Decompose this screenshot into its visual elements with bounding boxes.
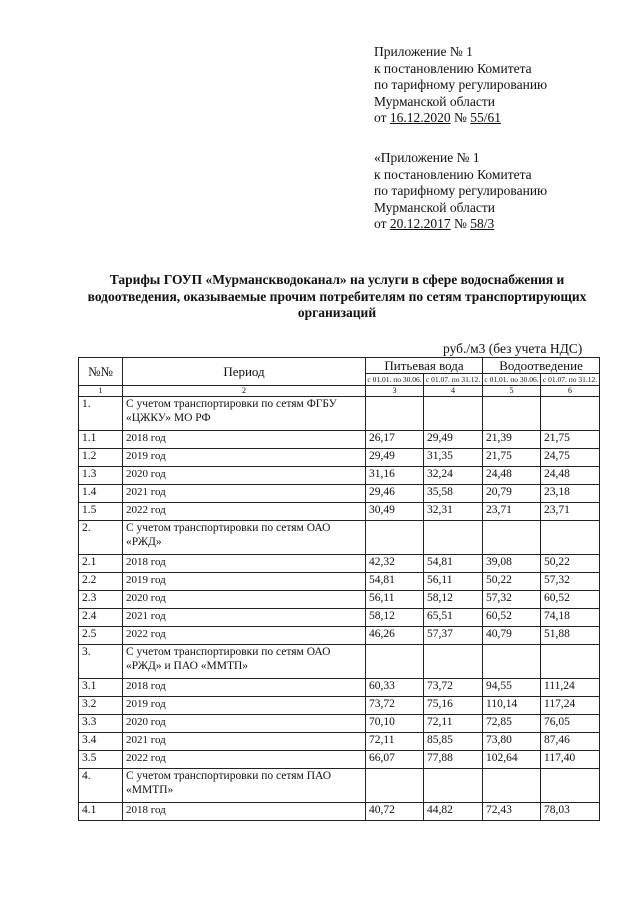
appendix-line: по тарифному регулированию: [374, 77, 548, 92]
tariff-value: 111,24: [541, 679, 600, 697]
row-number: 2.4: [79, 609, 123, 627]
tariff-value: 31,35: [424, 449, 483, 467]
tariff-value: 50,22: [483, 573, 541, 591]
tariff-value: 21,75: [483, 449, 541, 467]
table-row: [79, 503, 600, 521]
number-prefix: №: [450, 216, 471, 231]
appendix-date-line: [374, 110, 547, 127]
row-period: 2018 год: [123, 555, 366, 573]
tariff-value: 117,24: [541, 697, 600, 715]
tariff-value: 65,51: [424, 609, 483, 627]
header-sewerage: Водоотведение: [483, 358, 600, 374]
table-row: [79, 609, 600, 627]
tariff-value: 32,31: [424, 503, 483, 521]
tariff-value: 29,49: [366, 449, 424, 467]
tariff-value: 44,82: [424, 803, 483, 821]
tariff-value: 21,75: [541, 431, 600, 449]
table-row: [79, 591, 600, 609]
row-period: 2021 год: [123, 485, 366, 503]
section-number: 2.: [79, 521, 123, 555]
appendix-line: по тарифному регулированию: [374, 183, 548, 198]
date-prefix: от: [374, 110, 390, 125]
tariff-value: 23,71: [483, 503, 541, 521]
row-number: 3.1: [79, 679, 123, 697]
tariff-value: 39,08: [483, 555, 541, 573]
tariff-value: 60,52: [541, 591, 600, 609]
appendix-line: к постановлению Комитета: [374, 60, 532, 76]
appendix-line: Мурманской области: [374, 199, 495, 215]
section-number: 3.: [79, 645, 123, 679]
empty-cell: [541, 397, 600, 431]
tariff-value: 31,16: [366, 467, 424, 485]
column-number: 4: [424, 386, 483, 397]
row-number: 1.4: [79, 485, 123, 503]
tariff-value: 78,03: [541, 803, 600, 821]
empty-cell: [483, 521, 541, 555]
tariff-value: 42,32: [366, 555, 424, 573]
tariff-value: 73,80: [483, 733, 541, 751]
tariff-value: 54,81: [424, 555, 483, 573]
empty-cell: [366, 645, 424, 679]
tariff-value: 57,37: [424, 627, 483, 645]
empty-cell: [541, 769, 600, 803]
table-row: [79, 733, 600, 751]
section-title: С учетом транспортировки по сетям ФГБУ «ЦЖКУ» МО РФ: [123, 397, 366, 431]
row-number: 1.1: [79, 431, 123, 449]
column-number: 6: [541, 386, 600, 397]
tariff-value: 72,11: [424, 715, 483, 733]
section-row: [79, 521, 600, 555]
empty-cell: [541, 645, 600, 679]
tariff-value: 102,64: [483, 751, 541, 769]
appendix-date-line: [374, 216, 547, 233]
header-subperiod: с 01.07. по 31.12.: [424, 374, 483, 386]
appendix-reference-current: [374, 44, 547, 127]
empty-cell: [541, 521, 600, 555]
row-number: 2.3: [79, 591, 123, 609]
empty-cell: [366, 521, 424, 555]
header-num: №№: [79, 358, 123, 386]
section-number: 1.: [79, 397, 123, 431]
decree-date: 20.12.2017: [389, 216, 451, 231]
tariff-value: 29,49: [424, 431, 483, 449]
row-number: 3.4: [79, 733, 123, 751]
tariff-value: 72,85: [483, 715, 541, 733]
tariff-value: 77,88: [424, 751, 483, 769]
tariff-value: 20,79: [483, 485, 541, 503]
tariff-value: 40,72: [366, 803, 424, 821]
empty-cell: [424, 645, 483, 679]
empty-cell: [366, 397, 424, 431]
table-row: [79, 803, 600, 821]
tariff-value: 58,12: [424, 591, 483, 609]
tariff-value: 30,49: [366, 503, 424, 521]
tariffs-table-body: [79, 358, 600, 821]
empty-cell: [424, 769, 483, 803]
row-period: 2022 год: [123, 751, 366, 769]
tariff-value: 56,11: [424, 573, 483, 591]
tariff-value: 46,26: [366, 627, 424, 645]
tariff-value: 73,72: [424, 679, 483, 697]
row-number: 1.3: [79, 467, 123, 485]
section-title: С учетом транспортировки по сетям ОАО «РЖД»: [123, 521, 366, 555]
tariff-value: 29,46: [366, 485, 424, 503]
table-row: [79, 467, 600, 485]
tariff-value: 60,52: [483, 609, 541, 627]
section-number: 4.: [79, 769, 123, 803]
table-row: [79, 751, 600, 769]
number-prefix: №: [450, 110, 471, 125]
table-row: [79, 679, 600, 697]
section-row: [79, 645, 600, 679]
table-row: [79, 449, 600, 467]
header-drinking-water: Питьевая вода: [366, 358, 483, 374]
tariff-value: 94,55: [483, 679, 541, 697]
tariff-value: 74,18: [541, 609, 600, 627]
tariff-value: 73,72: [366, 697, 424, 715]
tariff-value: 51,88: [541, 627, 600, 645]
row-period: 2022 год: [123, 503, 366, 521]
row-number: 4.1: [79, 803, 123, 821]
tariff-value: 72,43: [483, 803, 541, 821]
row-period: 2018 год: [123, 679, 366, 697]
decree-number: 58/3: [470, 216, 495, 231]
appendix-line: к постановлению Комитета: [374, 166, 532, 182]
header-subperiod: с 01.07. по 31.12.: [541, 374, 600, 386]
row-number: 3.5: [79, 751, 123, 769]
tariff-value: 66,07: [366, 751, 424, 769]
row-period: 2020 год: [123, 715, 366, 733]
row-period: 2020 год: [123, 467, 366, 485]
row-period: 2021 год: [123, 733, 366, 751]
tariff-value: 21,39: [483, 431, 541, 449]
header-row-groups: [79, 358, 600, 374]
row-number: 2.5: [79, 627, 123, 645]
empty-cell: [483, 769, 541, 803]
date-prefix: от: [374, 216, 390, 231]
column-number: 3: [366, 386, 424, 397]
row-period: 2022 год: [123, 627, 366, 645]
tariff-value: 117,40: [541, 751, 600, 769]
tariff-value: 56,11: [366, 591, 424, 609]
appendix-line: Приложение № 1: [374, 44, 473, 59]
tariff-value: 76,05: [541, 715, 600, 733]
table-row: [79, 627, 600, 645]
row-number: 2.1: [79, 555, 123, 573]
row-number: 3.2: [79, 697, 123, 715]
row-period: 2018 год: [123, 803, 366, 821]
empty-cell: [366, 769, 424, 803]
table-row: [79, 697, 600, 715]
table-row: [79, 573, 600, 591]
empty-cell: [424, 397, 483, 431]
header-subperiod: с 01.01. по 30.06.: [367, 375, 422, 384]
decree-number: 55/61: [470, 110, 502, 125]
section-title: С учетом транспортировки по сетям ОАО «РЖД» и ПАО «ММТП»: [123, 645, 366, 679]
row-number: 3.3: [79, 715, 123, 733]
column-number: 5: [483, 386, 541, 397]
section-title: С учетом транспортировки по сетям ПАО «ММТП»: [123, 769, 366, 803]
row-number: 1.2: [79, 449, 123, 467]
tariff-value: 24,75: [541, 449, 600, 467]
tariff-value: 54,81: [366, 573, 424, 591]
table-row: [79, 485, 600, 503]
tariff-value: 23,71: [541, 503, 600, 521]
column-number: 1: [79, 386, 123, 397]
header-subperiod: с 01.01. по 30.06.: [484, 375, 539, 384]
row-period: 2019 год: [123, 697, 366, 715]
appendix-line: Мурманской области: [374, 93, 495, 109]
empty-cell: [424, 521, 483, 555]
tariff-value: 72,11: [366, 733, 424, 751]
tariff-value: 24,48: [541, 467, 600, 485]
tariffs-table: [78, 357, 600, 821]
row-period: 2019 год: [123, 573, 366, 591]
row-period: 2019 год: [123, 449, 366, 467]
tariff-value: 32,24: [424, 467, 483, 485]
section-row: [79, 397, 600, 431]
empty-cell: [483, 397, 541, 431]
tariff-value: 26,17: [366, 431, 424, 449]
units-label: руб./м3 (без учета НДС): [443, 341, 583, 356]
tariff-value: 24,48: [483, 467, 541, 485]
appendix-reference-previous: [374, 150, 547, 233]
empty-cell: [483, 645, 541, 679]
tariff-value: 85,85: [424, 733, 483, 751]
document-title: Тарифы ГОУП «Мурманскводоканал» на услуги в сфере водоснабжения и водоотведения, оказываемые прочим потребителям по сетям транспортирующих организаций: [87, 272, 587, 320]
tariff-value: 58,12: [366, 609, 424, 627]
tariff-value: 57,32: [483, 591, 541, 609]
tariff-value: 70,10: [366, 715, 424, 733]
table-row: [79, 555, 600, 573]
table-row: [79, 431, 600, 449]
tariff-value: 50,22: [541, 555, 600, 573]
tariff-value: 40,79: [483, 627, 541, 645]
tariff-value: 35,58: [424, 485, 483, 503]
row-period: 2021 год: [123, 609, 366, 627]
row-period: 2018 год: [123, 431, 366, 449]
section-row: [79, 769, 600, 803]
header-row-column-numbers: [79, 386, 600, 397]
row-number: 1.5: [79, 503, 123, 521]
tariff-value: 75,16: [424, 697, 483, 715]
tariff-value: 87,46: [541, 733, 600, 751]
table-row: [79, 715, 600, 733]
decree-date: 16.12.2020: [389, 110, 451, 125]
row-period: 2020 год: [123, 591, 366, 609]
row-number: 2.2: [79, 573, 123, 591]
tariff-value: 60,33: [366, 679, 424, 697]
tariff-value: 110,14: [483, 697, 541, 715]
tariff-value: 57,32: [541, 573, 600, 591]
tariff-value: 23,18: [541, 485, 600, 503]
header-period: Период: [123, 358, 366, 386]
appendix-line: «Приложение № 1: [374, 150, 480, 165]
column-number: 2: [123, 386, 366, 397]
